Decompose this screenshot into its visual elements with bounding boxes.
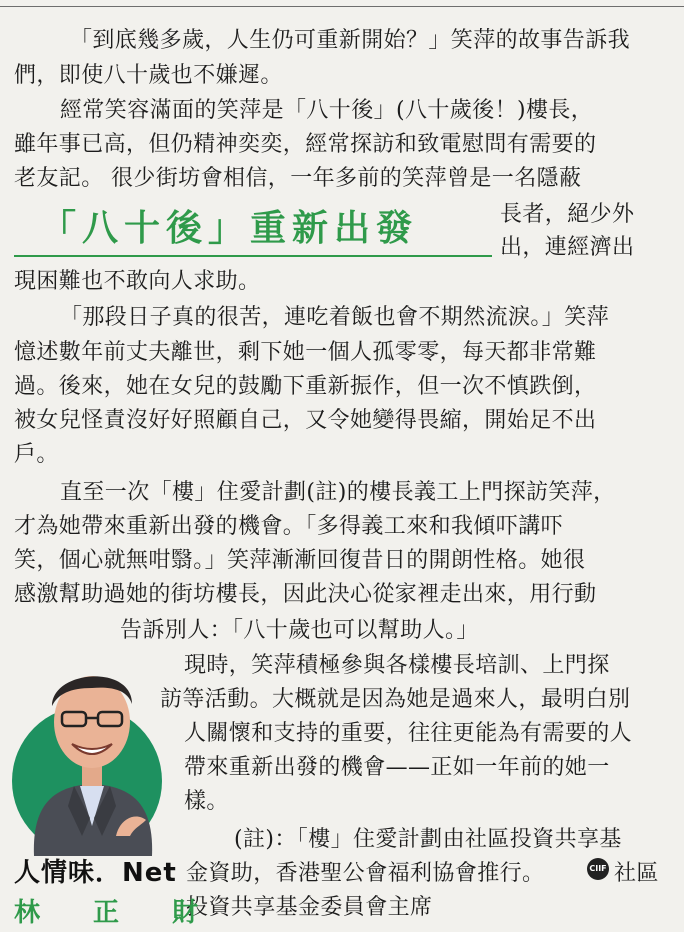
text-line: 戶。 <box>14 442 59 467</box>
footnote-line: 投資共享基金委員會主席 <box>186 895 433 920</box>
text-line: 出，連經濟出 <box>500 235 635 260</box>
text-line: 才為她帶來重新出發的機會。「多得義工來和我傾吓講吓 <box>14 514 564 539</box>
text-line: 過。後來，她在女兒的鼓勵下重新振作，但一次不慎跌倒， <box>14 374 597 399</box>
author-name: 林 正 財 <box>14 898 221 928</box>
text-line: 現困難也不敢向人求助。 <box>14 269 261 294</box>
text-line: 長者，絕少外 <box>500 202 635 227</box>
text-line: 「那段日子真的很苦，連吃着飯也會不期然流淚。」笑萍 <box>60 305 610 330</box>
text-line: 直至一次「樓」住愛計劃(註)的樓長義工上門探訪笑萍， <box>60 480 616 505</box>
text-line: 帶來重新出發的機會——正如一年前的她一 <box>184 755 610 780</box>
footnote-line: 金資助，香港聖公會福利協會推行。 <box>186 861 545 886</box>
headline: 「八十後」重新出發 <box>40 208 419 249</box>
text-line: 人關懷和支持的重要，往往更能為有需要的人 <box>184 721 633 746</box>
text-line: 感激幫助過她的街坊樓長，因此決心從家裡走出來，用行動 <box>14 582 597 607</box>
text-line: 們，即使八十歲也不嫌遲。 <box>14 63 283 88</box>
text-line: 老友記。 很少街坊會相信，一年多前的笑萍曾是一名隱蔽 <box>14 166 582 191</box>
ciif-logo-icon: CIIF <box>587 858 609 880</box>
text-line: 現時，笑萍積極參與各樣樓長培訓、上門探 <box>184 653 610 678</box>
text-line: 經常笑容滿面的笑萍是「八十後」(八十歲後！)樓長， <box>60 98 594 123</box>
top-rule <box>0 6 684 7</box>
text-line: 憶述數年前丈夫離世，剩下她一個人孤零零，每天都非常難 <box>14 340 597 365</box>
column-title: 人情味．Net <box>14 858 177 888</box>
text-line: 訪等活動。大概就是因為她是過來人，最明白別 <box>160 687 631 712</box>
columnist-portrait <box>12 636 172 856</box>
text-line: 雖年事已高，但仍精神奕奕，經常探訪和致電慰問有需要的 <box>14 132 597 157</box>
person-illustration <box>12 636 172 856</box>
text-line: 笑，個心就無咁翳。」笑萍漸漸回復昔日的開朗性格。她很 <box>14 548 586 573</box>
footnote-line: (註)：「樓」住愛計劃由社區投資共享基 <box>234 827 622 852</box>
text-line: 告訴別人：「八十歲也可以幫助人。」 <box>120 618 479 643</box>
headline-underline <box>14 255 492 257</box>
text-line: 被女兒怪責沒好好照顧自己，又令她變得畏縮，開始足不出 <box>14 408 597 433</box>
text-line: 樣。 <box>184 789 229 814</box>
footnote-line: 社區 <box>614 861 659 886</box>
text-line: 「到底幾多歲，人生仍可重新開始？」笑萍的故事告訴我 <box>70 28 631 53</box>
